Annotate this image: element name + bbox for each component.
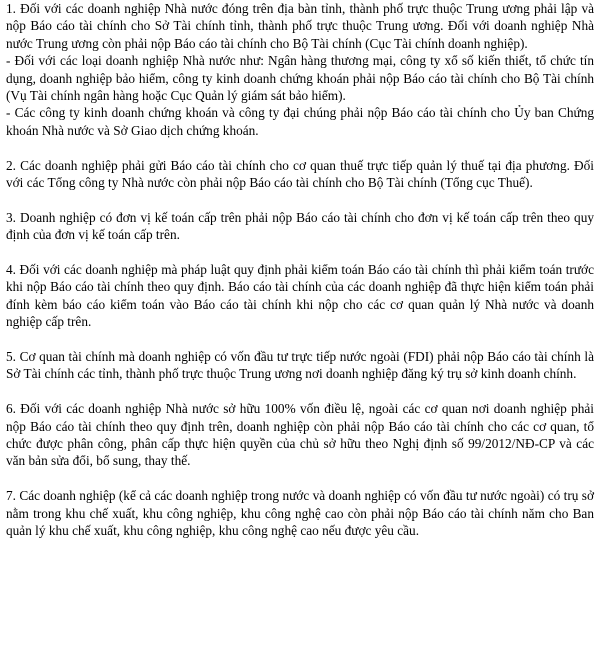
section-6-text: 6. Đối với các doanh nghiệp Nhà nước sở hữu 100% vốn điều lệ, ngoài các cơ quan nơi doanh nghiệp phải nộp Báo cáo tài chính theo quy định trên, doanh nghiệp còn phải nộp Báo cáo tài chính cho các cơ quan, tổ chức được phân công, phân cấp thực hiện quyền của chủ sở hữu theo Nghị định số 99/2012/NĐ-CP và các văn bản sửa đổi, bổ sung, thay thế. <box>6 401 594 469</box>
section-4 <box>6 261 594 331</box>
section-1-text: 1. Đối với các doanh nghiệp Nhà nước đóng trên địa bàn tỉnh, thành phố trực thuộc Trung ương phải lập và nộp Báo cáo tài chính cho Sở Tài chính tỉnh, thành phố trực thuộc Trung ương. Đối với doanh nghiệp Nhà nước Trung ương còn phải nộp Báo cáo tài chính cho Bộ Tài chính (Cục Tài chính doanh nghiệp). <box>6 1 594 51</box>
section-2 <box>6 157 594 192</box>
section-1-bullet-securities: - Các công ty kinh doanh chứng khoán và công ty đại chúng phải nộp Báo cáo tài chính cho Ủy ban Chứng khoán Nhà nước và Sở Giao dịch chứng khoán. <box>6 105 594 138</box>
section-6 <box>6 400 594 470</box>
section-7-text: 7. Các doanh nghiệp (kể cả các doanh nghiệp trong nước và doanh nghiệp có vốn đầu tư nước ngoài) có trụ sở nằm trong khu chế xuất, khu công nghiệp, khu công nghệ cao còn phải nộp Báo cáo tài chính năm cho Ban quản lý khu chế xuất, khu công nghiệp, khu công nghệ cao nếu được yêu cầu. <box>6 488 594 539</box>
section-3-text: 3. Doanh nghiệp có đơn vị kế toán cấp trên phải nộp Báo cáo tài chính cho đơn vị kế toán cấp trên theo quy định của đơn vị kế toán cấp trên. <box>6 209 594 243</box>
section-5-text: 5. Cơ quan tài chính mà doanh nghiệp có vốn đầu tư trực tiếp nước ngoài (FDI) phải nộp Báo cáo tài chính là Sở Tài chính các tỉnh, thành phố trực thuộc Trung ương nơi doanh nghiệp đăng ký trụ sở kinh doanh chính. <box>6 349 594 382</box>
section-2-text: 2. Các doanh nghiệp phải gửi Báo cáo tài chính cho cơ quan thuế trực tiếp quản lý thuế tại địa phương. Đối với các Tổng công ty Nhà nước còn phải nộp Báo cáo tài chính cho Bộ Tài chính (Tổng cục Thuế). <box>6 157 594 191</box>
section-1-bullet-state-enterprises: - Đối với các loại doanh nghiệp Nhà nước như: Ngân hàng thương mại, công ty xổ số kiến thiết, tổ chức tín dụng, doanh nghiệp bảo hiểm, công ty kinh doanh chứng khoán phải nộp Báo cáo tài chính cho Bộ Tài chính (Vụ Tài chính ngân hàng hoặc Cục Quản lý giám sát bảo hiểm). <box>6 53 594 104</box>
section-7 <box>6 487 594 539</box>
section-3 <box>6 209 594 244</box>
section-5 <box>6 348 594 383</box>
section-4-text: 4. Đối với các doanh nghiệp mà pháp luật quy định phải kiểm toán Báo cáo tài chính thì phải kiểm toán trước khi nộp Báo cáo tài chính theo quy định. Báo cáo tài chính của các doanh nghiệp đã thực hiện kiểm toán phải đính kèm báo cáo kiểm toán vào Báo cáo tài chính khi nộp cho các cơ quan quản lý Nhà nước và doanh nghiệp cấp trên. <box>6 262 594 330</box>
section-1 <box>6 0 594 139</box>
